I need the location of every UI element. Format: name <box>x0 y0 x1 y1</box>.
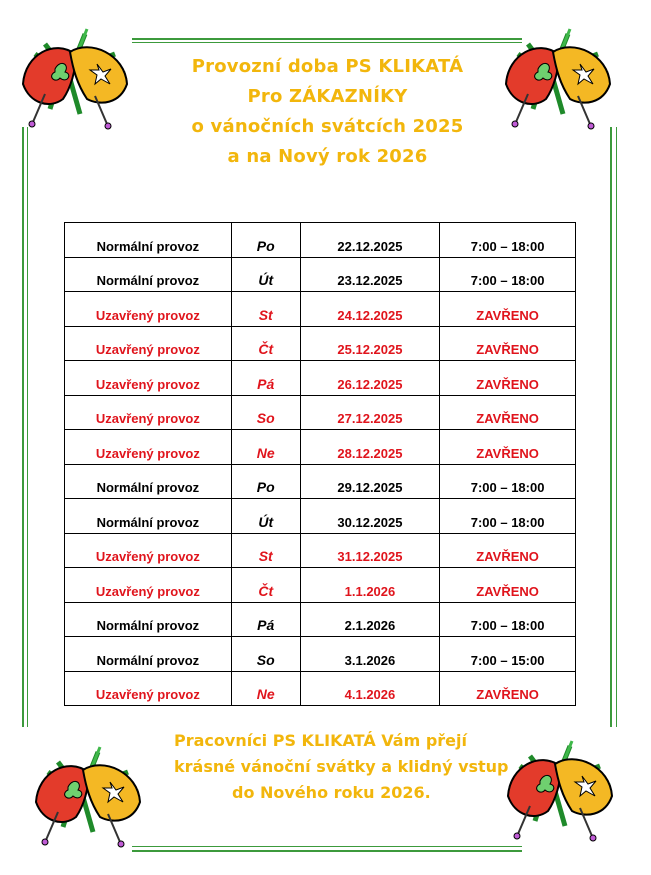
page-title <box>130 52 525 172</box>
date-cell: 4.1.2026 <box>300 671 440 706</box>
operation-type-cell: Normální provoz <box>96 238 200 254</box>
greeting-text <box>168 728 509 806</box>
title-line: a na Nový rok 2026 <box>227 146 428 167</box>
operation-type-cell: Normální provoz <box>96 514 200 530</box>
date-cell: 29.12.2025 <box>300 464 440 499</box>
frame-left-line <box>22 127 24 727</box>
title-line: Pro ZÁKAZNÍKY <box>247 86 408 107</box>
table-row <box>65 395 576 430</box>
hours-cell: 7:00 – 18:00 <box>440 499 576 534</box>
operation-type-cell: Normální provoz <box>96 652 200 668</box>
christmas-bells-icon <box>15 14 145 134</box>
weekday-cell: So <box>231 637 300 672</box>
date-cell: 1.1.2026 <box>300 568 440 603</box>
weekday-cell: Út <box>231 499 300 534</box>
hours-cell: 7:00 – 18:00 <box>440 223 576 258</box>
hours-cell: ZAVŘENO <box>440 326 576 361</box>
date-cell: 2.1.2026 <box>300 602 440 637</box>
table-row <box>65 464 576 499</box>
table-row <box>65 671 576 706</box>
frame-bottom-line <box>132 850 522 852</box>
opening-hours-table <box>64 222 576 706</box>
table-row <box>65 430 576 465</box>
date-cell: 27.12.2025 <box>300 395 440 430</box>
table-row <box>65 361 576 396</box>
hours-cell: 7:00 – 15:00 <box>440 637 576 672</box>
frame-bottom-line-inner <box>132 846 522 847</box>
operation-type-cell: Uzavřený provoz <box>95 307 200 323</box>
weekday-cell: Ne <box>231 430 300 465</box>
table-row <box>65 326 576 361</box>
title-line: Provozní doba PS KLIKATÁ <box>191 56 464 77</box>
hours-cell: ZAVŘENO <box>440 568 576 603</box>
operation-type-cell: Uzavřený provoz <box>95 549 200 564</box>
frame-left-line-inner <box>27 127 28 727</box>
title-line: o vánočních svátcích 2025 <box>191 116 464 137</box>
operation-type-cell: Uzavřený provoz <box>95 583 200 599</box>
hours-cell: ZAVŘENO <box>440 292 576 327</box>
weekday-cell: St <box>231 292 300 327</box>
date-cell: 22.12.2025 <box>300 223 440 258</box>
hours-cell: 7:00 – 18:00 <box>440 464 576 499</box>
weekday-cell: Po <box>231 464 300 499</box>
greeting-line: do Nového roku 2026. <box>232 783 431 802</box>
operation-type-cell: Normální provoz <box>96 480 200 495</box>
table-row <box>65 499 576 534</box>
weekday-cell: Čt <box>231 568 300 603</box>
greeting-line: Pracovníci PS KLIKATÁ Vám přejí <box>174 731 467 750</box>
hours-cell: ZAVŘENO <box>440 395 576 430</box>
date-cell: 23.12.2025 <box>300 257 440 292</box>
hours-cell: 7:00 – 18:00 <box>440 257 576 292</box>
operation-type-cell: Uzavřený provoz <box>95 342 200 357</box>
table-row <box>65 637 576 672</box>
date-cell: 26.12.2025 <box>300 361 440 396</box>
frame-right-line-inner <box>616 127 617 727</box>
date-cell: 28.12.2025 <box>300 430 440 465</box>
greeting-line: krásné vánoční svátky a klidný vstup <box>174 757 509 776</box>
frame-top-line-inner <box>132 42 522 43</box>
date-cell: 31.12.2025 <box>300 533 440 568</box>
table-row <box>65 602 576 637</box>
hours-cell: 7:00 – 18:00 <box>440 602 576 637</box>
hours-cell: ZAVŘENO <box>440 361 576 396</box>
table-row <box>65 533 576 568</box>
christmas-bells-icon <box>500 726 630 846</box>
operation-type-cell: Normální provoz <box>96 273 200 288</box>
date-cell: 3.1.2026 <box>300 637 440 672</box>
hours-cell: ZAVŘENO <box>440 533 576 568</box>
weekday-cell: Čt <box>231 326 300 361</box>
weekday-cell: Út <box>231 257 300 292</box>
christmas-bells-icon <box>28 732 158 852</box>
date-cell: 25.12.2025 <box>300 326 440 361</box>
table-row <box>65 292 576 327</box>
operation-type-cell: Normální provoz <box>96 618 200 633</box>
date-cell: 24.12.2025 <box>300 292 440 327</box>
operation-type-cell: Uzavřený provoz <box>95 445 200 461</box>
operation-type-cell: Uzavřený provoz <box>95 376 200 392</box>
weekday-cell: So <box>231 395 300 430</box>
hours-cell: ZAVŘENO <box>440 671 576 706</box>
table-row <box>65 568 576 603</box>
weekday-cell: St <box>231 533 300 568</box>
table-row <box>65 223 576 258</box>
frame-top-line <box>132 38 522 40</box>
weekday-cell: Ne <box>231 671 300 706</box>
weekday-cell: Pá <box>231 602 300 637</box>
table-row <box>65 257 576 292</box>
weekday-cell: Pá <box>231 361 300 396</box>
operation-type-cell: Uzavřený provoz <box>95 687 200 702</box>
frame-right-line <box>610 127 612 727</box>
date-cell: 30.12.2025 <box>300 499 440 534</box>
operation-type-cell: Uzavřený provoz <box>95 411 200 426</box>
hours-cell: ZAVŘENO <box>440 430 576 465</box>
weekday-cell: Po <box>231 223 300 258</box>
